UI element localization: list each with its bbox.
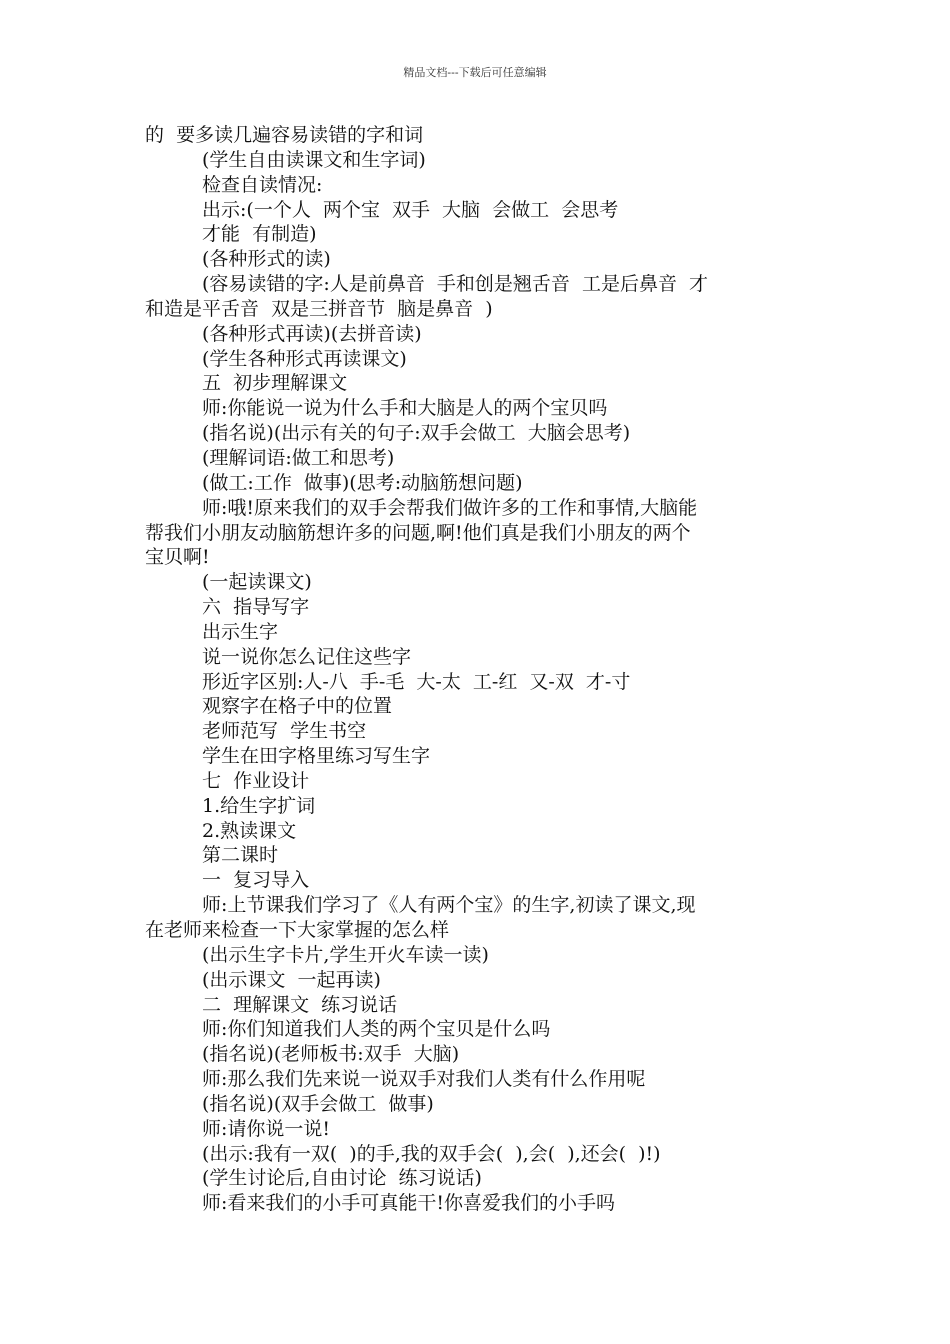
text-line: (学生自由读课文和生字词) — [202, 148, 426, 171]
text-line: 在老师来检查一下大家掌握的怎么样 — [145, 919, 450, 941]
text-line: 帮我们小朋友动脑筋想许多的问题,啊!他们真是我们小朋友的两个 — [145, 521, 691, 544]
text-line: 出示生字 — [202, 620, 279, 643]
text-line: 师:你们知道我们人类的两个宝贝是什么吗 — [202, 1018, 551, 1041]
text-line: 二 理解课文 练习说话 — [202, 993, 398, 1016]
text-line: 第二课时 — [202, 844, 279, 867]
text-line: 老师范写 学生书空 — [202, 720, 367, 743]
text-line: (学生各种形式再读课文) — [202, 347, 407, 370]
text-line: 出示:(一个人 两个宝 双手 大脑 会做工 会思考 — [202, 198, 619, 221]
text-line: (做工:工作 做事)(思考:动脑筋想问题) — [202, 471, 523, 494]
text-line: 才能 有制造) — [202, 223, 317, 246]
text-line: 检查自读情况: — [202, 173, 323, 196]
text-line: 师:你能说一说为什么手和大脑是人的两个宝贝吗 — [202, 397, 608, 420]
page-header: 精品文档---下载后可任意编辑 — [403, 66, 547, 79]
text-line: (学生讨论后,自由讨论 练习说话) — [202, 1167, 482, 1190]
text-line: (出示:我有一双( )的手,我的双手会( ),会( ),还会( )!) — [202, 1142, 661, 1165]
text-line: 师:那么我们先来说一说双手对我们人类有什么作用呢 — [202, 1068, 646, 1091]
text-line: 七 作业设计 — [202, 769, 310, 792]
text-line: (出示课文 一起再读) — [202, 968, 381, 991]
text-line: 2.熟读课文 — [202, 819, 297, 842]
text-line: (指名说)(出示有关的句子:双手会做工 大脑会思考) — [202, 422, 631, 445]
text-line: 六 指导写字 — [202, 596, 310, 619]
text-line: 观察字在格子中的位置 — [202, 695, 393, 718]
text-line: 师:哦!原来我们的双手会帮我们做许多的工作和事情,大脑能 — [202, 496, 698, 519]
text-line: (各种形式的读) — [202, 248, 331, 271]
text-line: (指名说)(双手会做工 做事) — [202, 1092, 434, 1115]
text-line: 的 要多读几遍容易读错的字和词 — [145, 124, 424, 146]
text-line: 师:看来我们的小手可真能干!你喜爱我们的小手吗 — [202, 1192, 616, 1215]
text-line: 一 复习导入 — [202, 869, 310, 892]
text-line: 师:上节课我们学习了《人有两个宝》的生字,初读了课文,现 — [202, 894, 696, 917]
text-line: 和造是平舌音 双是三拼音节 脑是鼻音 ) — [145, 297, 493, 320]
text-line: 宝贝啊! — [145, 546, 210, 569]
text-line: 学生在田字格里练习写生字 — [202, 745, 431, 768]
text-line: (理解词语:做工和思考) — [202, 446, 395, 469]
document-body — [145, 123, 807, 1216]
text-line: 1.给生字扩词 — [202, 794, 316, 817]
text-line: 形近字区别:人-八 手-毛 大-太 工-红 又-双 才-寸 — [202, 670, 631, 693]
text-line: (各种形式再读)(去拼音读) — [202, 322, 422, 345]
text-line: 说一说你怎么记住这些字 — [202, 645, 412, 668]
text-line: (出示生字卡片,学生开火车读一读) — [202, 943, 489, 966]
text-line: (指名说)(老师板书:双手 大脑) — [202, 1043, 460, 1066]
text-line: 五 初步理解课文 — [202, 372, 348, 395]
text-line: (一起读课文) — [202, 571, 312, 594]
text-line: (容易读错的字:人是前鼻音 手和创是翘舌音 工是后鼻音 才 — [202, 273, 709, 296]
text-line: 师:请你说一说! — [202, 1117, 331, 1140]
